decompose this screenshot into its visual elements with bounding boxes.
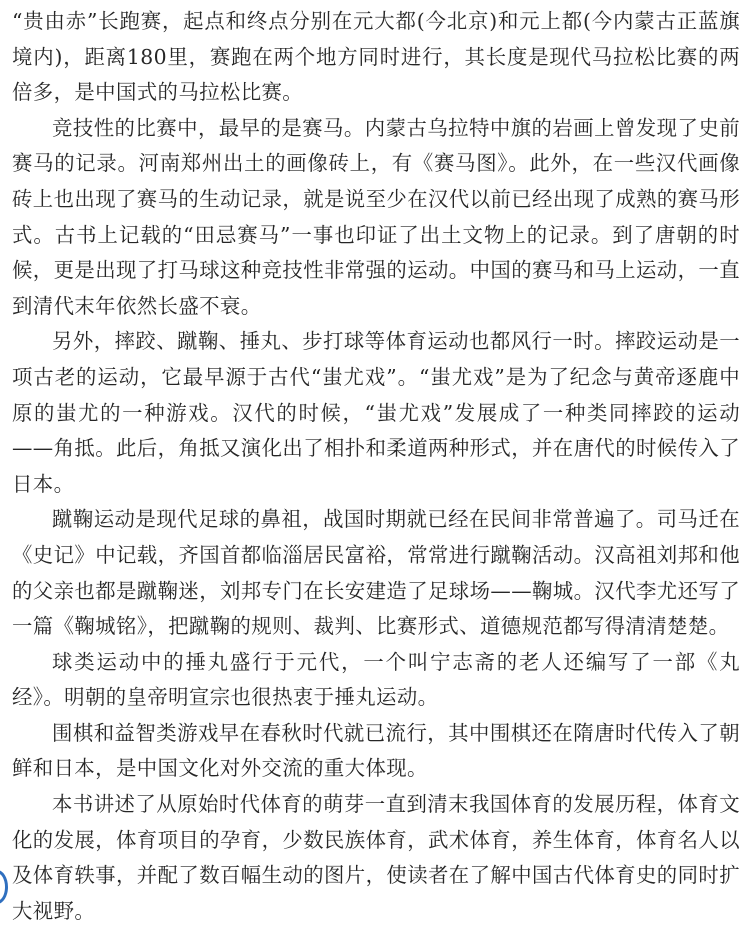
paragraph-cuju: 蹴鞠运动是现代足球的鼻祖，战国时期就已经在民间非常普遍了。司马迁在《史记》中记载，齐国首都临淄居民富裕，常常进行蹴鞠活动。汉高祖刘邦和他的父亲也都是蹴鞠迷，刘邦专门在长安建造了足球场——鞠城。汉代李尤还写了一篇《鞠城铭》，把蹴鞠的规则、裁判、比赛形式、道德规范都写得清清楚楚。 bbox=[12, 507, 740, 639]
paragraph-chuiwan: 球类运动中的捶丸盛行于元代，一个叫宁志斋的老人还编写了一部《丸经》。明朝的皇帝明宣宗也很热衷于捶丸运动。 bbox=[12, 649, 740, 710]
body-text bbox=[12, 4, 740, 929]
paragraph-horse-racing: 竞技性的比赛中，最早的是赛马。内蒙古乌拉特中旗的岩画上曾发现了史前赛马的记录。河南郑州出土的画像砖上，有《赛马图》。此外，在一些汉代画像砖上也出现了赛马的生动记录，就是说至少在汉代以前已经出现了成熟的赛马形式。古书上记载的“田忌赛马”一事也印证了出土文物上的记录。到了唐朝的时候，更是出现了打马球这种竞技性非常强的运动。中国的赛马和马上运动，一直到清代末年依然长盛不衰。 bbox=[12, 115, 740, 318]
paragraph-book-summary: 本书讲述了从原始时代体育的萌芽一直到清末我国体育的发展历程，体育文化的发展，体育项目的孕育，少数民族体育，武术体育，养生体育，体育名人以及体育轶事，并配了数百幅生动的图片，使读者在了解中国古代体育史的同时扩大视野。 bbox=[12, 792, 740, 923]
page-edge-mark bbox=[0, 870, 8, 904]
paragraph-weiqi: 围棋和益智类游戏早在春秋时代就已流行，其中围棋还在隋唐时代传入了朝鲜和日本，是中国文化对外交流的重大体现。 bbox=[12, 720, 740, 781]
paragraph-guiyouchi-race: “贵由赤”长跑赛，起点和终点分别在元大都(今北京)和元上都(今内蒙古正蓝旗境内)，距离180里，赛跑在两个地方同时进行，其长度是现代马拉松比赛的两倍多，是中国式的马拉松比赛。 bbox=[12, 9, 740, 105]
paragraph-wrestling: 另外，摔跤、蹴鞠、捶丸、步打球等体育运动也都风行一时。摔跤运动是一项古老的运动，它最早源于古代“蚩尤戏”。“蚩尤戏”是为了纪念与黄帝逐鹿中原的蚩尤的一种游戏。汉代的时候，“蚩尤戏”发展成了一种类同摔跤的运动——角抵。此后，角抵又演化出了相扑和柔道两种形式，并在唐代的时候传入了日本。 bbox=[12, 329, 740, 496]
